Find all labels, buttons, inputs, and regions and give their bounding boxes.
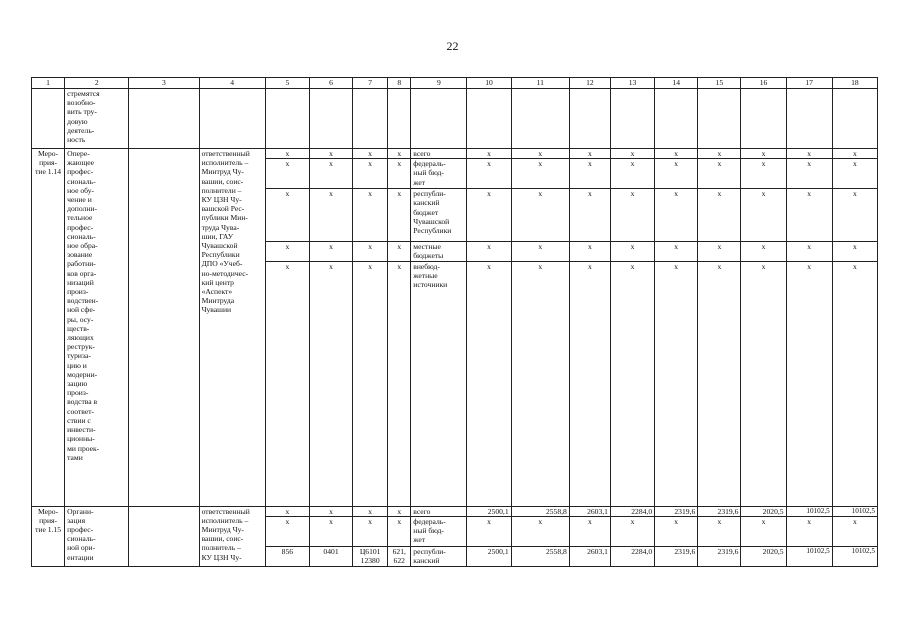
- cell: x: [511, 189, 569, 242]
- funding-source: всего: [411, 506, 467, 516]
- cell: 10102,5: [832, 506, 877, 516]
- column-number: 8: [388, 78, 411, 89]
- column-number: 12: [569, 78, 610, 89]
- cell: x: [353, 159, 388, 189]
- cell: x: [610, 242, 654, 261]
- cell: 2603,1: [569, 546, 610, 566]
- cell: x: [309, 506, 352, 516]
- continuation-row: [32, 89, 878, 149]
- funding-source: федераль- ный бюд- жет: [411, 159, 467, 189]
- cell: 2500,1: [467, 506, 511, 516]
- cell: x: [265, 261, 309, 506]
- cell: x: [698, 159, 741, 189]
- page-number: 22: [446, 39, 459, 53]
- cell: 2319,6: [655, 506, 698, 516]
- cell: x: [832, 189, 877, 242]
- column-number: 6: [309, 78, 352, 89]
- budget-table: [31, 77, 878, 567]
- cell: x: [353, 516, 388, 546]
- measure-executors: ответственный исполнитель – Минтруд Чу- вашии, соис- полнитель – КУ ЦЗН Чу-: [199, 506, 265, 566]
- column-number: 11: [511, 78, 569, 89]
- measure-title: Органи- зация профес- сиональ- ной ори- ентации: [65, 506, 129, 566]
- cell: x: [569, 189, 610, 242]
- cell: x: [467, 189, 511, 242]
- cell: x: [467, 261, 511, 506]
- cell: x: [655, 149, 698, 159]
- cell: x: [569, 261, 610, 506]
- cell: 10102,5: [832, 546, 877, 566]
- cell: x: [741, 261, 786, 506]
- cell: x: [610, 149, 654, 159]
- cell: x: [511, 516, 569, 546]
- measure-label: Меро- прия- тие 1.15: [32, 506, 65, 566]
- cell: 2319,6: [698, 506, 741, 516]
- cell: x: [265, 506, 309, 516]
- cell: Ц6101 12380: [353, 546, 388, 566]
- cell: x: [467, 149, 511, 159]
- cell: x: [786, 189, 832, 242]
- cell: x: [832, 516, 877, 546]
- cell: x: [832, 261, 877, 506]
- cell: x: [832, 242, 877, 261]
- cell: x: [569, 149, 610, 159]
- cell: x: [610, 516, 654, 546]
- cell: x: [786, 159, 832, 189]
- cell: x: [388, 149, 411, 159]
- cell: x: [309, 261, 352, 506]
- funding-source: республи- канский бюджет Чувашской Республики: [411, 189, 467, 242]
- cell: x: [741, 159, 786, 189]
- cell: x: [511, 242, 569, 261]
- cell: x: [655, 159, 698, 189]
- cell: x: [786, 261, 832, 506]
- column-number: 15: [698, 78, 741, 89]
- cell: x: [698, 149, 741, 159]
- column-number: 17: [786, 78, 832, 89]
- cell: x: [832, 149, 877, 159]
- cell: x: [511, 149, 569, 159]
- column-number: 2: [65, 78, 129, 89]
- cell: 10102,5: [786, 546, 832, 566]
- cell: x: [353, 506, 388, 516]
- cell: 2020,5: [741, 506, 786, 516]
- column-number-row: [32, 78, 878, 89]
- funding-source: всего: [411, 149, 467, 159]
- cell: x: [388, 242, 411, 261]
- column-number: 10: [467, 78, 511, 89]
- column-number: 3: [129, 78, 199, 89]
- cell: 2284,0: [610, 546, 654, 566]
- cell: x: [265, 242, 309, 261]
- continuation-text: стремятся возобно- вить тру- довую деятель- ность: [65, 89, 129, 149]
- cell: x: [786, 149, 832, 159]
- cell: 2558,8: [511, 506, 569, 516]
- cell: x: [309, 242, 352, 261]
- column-number: 9: [411, 78, 467, 89]
- funding-source: федераль- ный бюд- жет: [411, 516, 467, 546]
- cell: 621, 622: [388, 546, 411, 566]
- measure-label: Меро- прия- тие 1.14: [32, 149, 65, 507]
- cell: x: [265, 189, 309, 242]
- cell: x: [353, 261, 388, 506]
- cell: x: [511, 159, 569, 189]
- table-row: [32, 149, 878, 159]
- cell: 2603,1: [569, 506, 610, 516]
- cell: x: [698, 242, 741, 261]
- cell: x: [511, 261, 569, 506]
- table-row: [32, 506, 878, 516]
- cell: x: [698, 189, 741, 242]
- cell: x: [388, 516, 411, 546]
- cell: x: [569, 516, 610, 546]
- column-number: 14: [655, 78, 698, 89]
- cell: x: [265, 516, 309, 546]
- cell: x: [467, 242, 511, 261]
- column-number: 5: [265, 78, 309, 89]
- cell: x: [353, 149, 388, 159]
- cell: x: [786, 516, 832, 546]
- cell: 2558,8: [511, 546, 569, 566]
- cell: x: [698, 261, 741, 506]
- cell: x: [265, 149, 309, 159]
- funding-source: местные бюджеты: [411, 242, 467, 261]
- cell: x: [655, 189, 698, 242]
- cell: x: [353, 189, 388, 242]
- cell: x: [467, 159, 511, 189]
- cell: x: [741, 149, 786, 159]
- cell: 2020,5: [741, 546, 786, 566]
- cell: x: [467, 516, 511, 546]
- cell: x: [353, 242, 388, 261]
- cell: x: [309, 149, 352, 159]
- funding-source: внебюд- жетные источники: [411, 261, 467, 506]
- cell: x: [309, 189, 352, 242]
- column-number: 18: [832, 78, 877, 89]
- cell: 2500,1: [467, 546, 511, 566]
- column-number: 7: [353, 78, 388, 89]
- cell: x: [388, 506, 411, 516]
- cell: x: [388, 261, 411, 506]
- column-number: 4: [199, 78, 265, 89]
- cell: x: [610, 159, 654, 189]
- cell: 2319,6: [698, 546, 741, 566]
- cell: x: [569, 159, 610, 189]
- cell: x: [388, 159, 411, 189]
- column-number: 13: [610, 78, 654, 89]
- column-number: 16: [741, 78, 786, 89]
- cell: x: [655, 516, 698, 546]
- cell: x: [786, 242, 832, 261]
- cell: 856: [265, 546, 309, 566]
- cell: x: [265, 159, 309, 189]
- cell: x: [569, 242, 610, 261]
- cell: x: [741, 189, 786, 242]
- cell: x: [741, 516, 786, 546]
- cell: x: [309, 516, 352, 546]
- cell: 0401: [309, 546, 352, 566]
- measure-title: Опере- жающее профес- сиональ- ное обу- чение и дополни- тельное профес- сиональ- ное обра- зование работни- ков орга- низаций произ- водствен- ной сфе- ры, осу- ществ- ляющих реструк- туриза- цию и модерни- зацию произ- водства в соответ- ствии с инвести- ционны- ми проек- тами: [65, 149, 129, 507]
- cell: x: [655, 242, 698, 261]
- cell: x: [655, 261, 698, 506]
- column-number: 1: [32, 78, 65, 89]
- cell: x: [610, 189, 654, 242]
- cell: 2319,6: [655, 546, 698, 566]
- cell: x: [741, 242, 786, 261]
- funding-source: республи- канский: [411, 546, 467, 566]
- cell: x: [388, 189, 411, 242]
- measure-executors: ответственный исполнитель – Минтруд Чу- вашии, соис- полнители – КУ ЦЗН Чу- вашской Рес- публики Мин- труда Чува- шии, ГАУ Чувашской Республики ДПО «Учеб- но-методичес- кий центр «Аспект» Минтруда Чувашии: [199, 149, 265, 507]
- cell: 2284,0: [610, 506, 654, 516]
- cell: x: [832, 159, 877, 189]
- cell: x: [610, 261, 654, 506]
- cell: x: [309, 159, 352, 189]
- cell: x: [698, 516, 741, 546]
- cell: 10102,5: [786, 506, 832, 516]
